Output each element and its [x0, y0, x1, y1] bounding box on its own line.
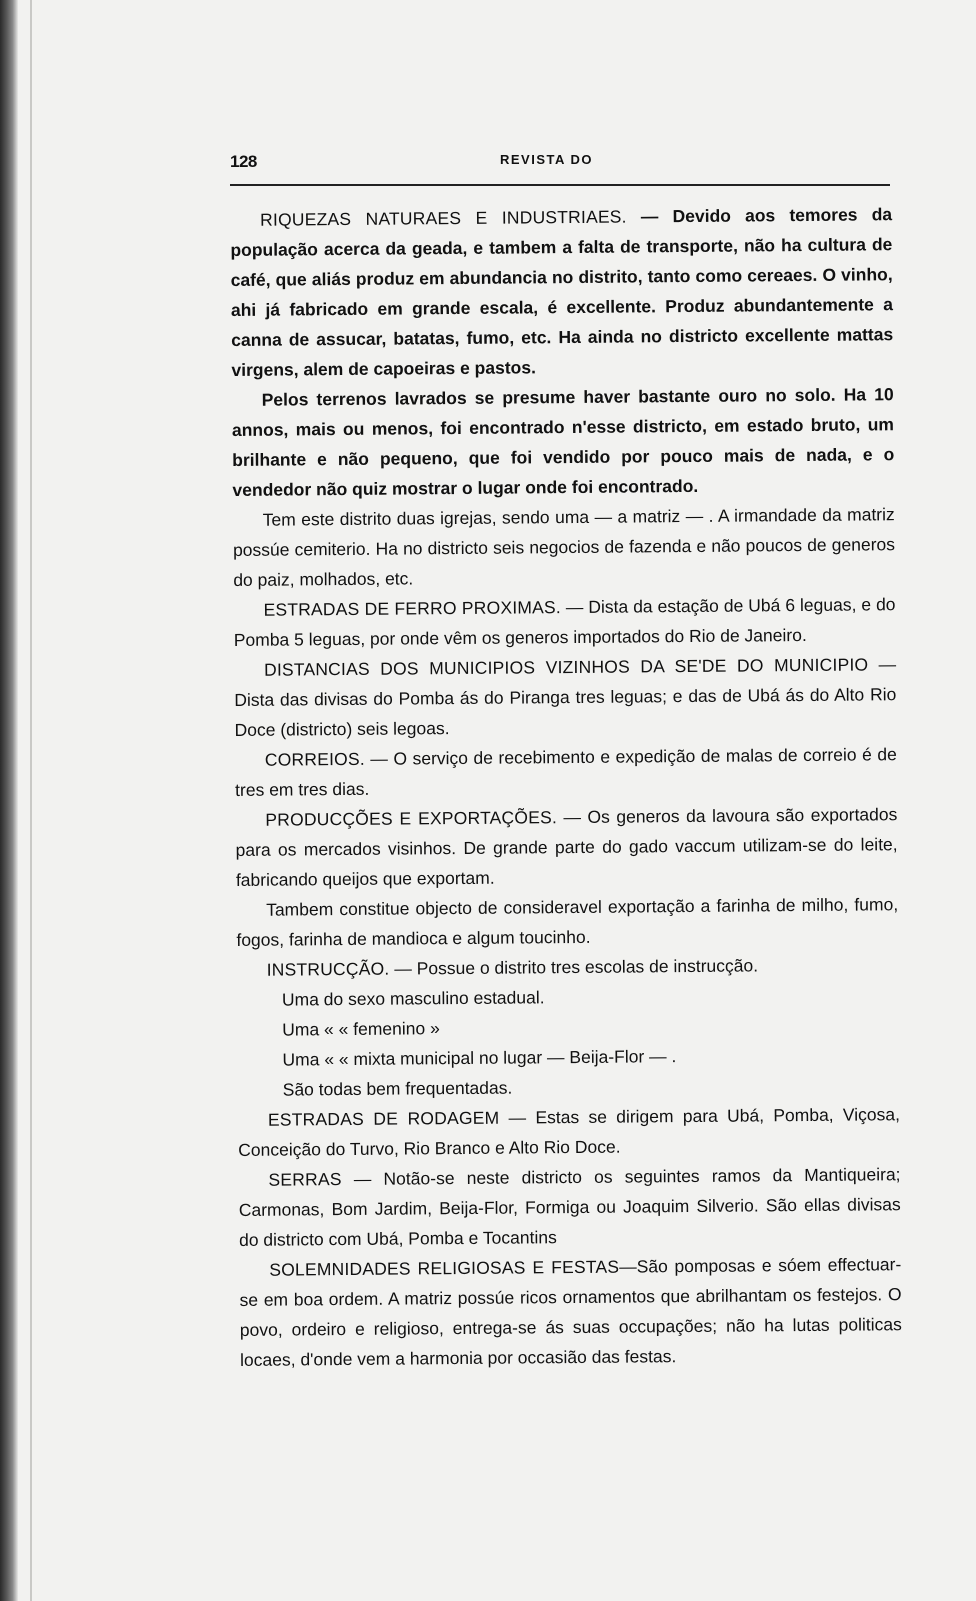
- paragraph-producoes: [235, 799, 898, 895]
- section-heading: ESTRADAS DE FERRO PROXIMAS.: [263, 597, 561, 620]
- paragraph-solemnidades: [239, 1249, 902, 1375]
- paragraph-text: — Devido aos temores da população acerca da geada, e tambem a falta de transporte, não ha cultura de café, que aliás produz em abundancia no distrito, tanto como cereaes. O vinho, ahi já fabricado em grande escala, é excellente. Produz abundantemente a canna de assucar, batatas, fumo, etc. Ha ainda no districto excellente mattas virgens, alem de capoeiras e pastos.: [230, 204, 894, 380]
- page-header: [230, 150, 890, 186]
- paragraph-text: — O serviço de recebimento e expedição de malas de correio é de tres em tres dias.: [235, 744, 897, 800]
- paragraph-ouro: [232, 379, 895, 505]
- paragraph-estradas-rodagem: [238, 1099, 900, 1165]
- paragraph-text: — Dista da estação de Ubá 6 leguas, e do Pomba 5 leguas, por onde vêm os generos importados do Rio de Janeiro.: [233, 594, 896, 650]
- section-heading: RIQUEZAS NATURAES E INDUSTRIAES.: [260, 206, 627, 230]
- school-line: Uma do sexo masculino estadual.: [281, 987, 545, 1010]
- paragraph-text: — Dista das divisas do Pomba ás do Piranga tres leguas; e das de Ubá ás do Alto Rio Doce (districto) seis legoas.: [234, 654, 897, 740]
- paragraph-text: — Os generos da lavoura são exportados para os mercados visinhos. De grande parte do gado vaccum utilizam-se do leite, fabricando queijos que exportam.: [235, 804, 898, 890]
- paragraph-text: —São pomposas e sóem effectuar-se em boa ordem. A matriz possúe ricos ornamentos que abrilhantam os festejos. O povo, ordeiro e religioso, entrega-se ás suas occupações; não ha lutas politicas locaes, d'onde vem a harmonia por occasião das festas.: [239, 1254, 902, 1370]
- paragraph-exportacao: [236, 889, 898, 955]
- paragraph-text: Tambem constitue objecto de consideravel exportação a farinha de milho, fumo, fogos, farinha de mandioca e algum toucinho.: [236, 894, 899, 950]
- paragraph-serras: [238, 1159, 901, 1255]
- section-heading: DISTANCIAS DOS MUNICIPIOS VIZINHOS DA SE'DE DO MUNICIPIO: [263, 654, 869, 680]
- running-head: REVISTA DO: [500, 152, 594, 167]
- school-line: Uma « « mixta municipal no lugar — Beija-Flor — .: [282, 1046, 677, 1070]
- section-heading: SOLEMNIDADES RELIGIOSAS E FESTAS: [269, 1256, 620, 1280]
- paragraph-igrejas: [233, 499, 896, 595]
- paragraph-text: — Possue o distrito tres escolas de instrucção.: [389, 955, 759, 979]
- section-heading: ESTRADAS DE RODAGEM: [267, 1107, 500, 1130]
- school-line: São todas bem frequentadas.: [282, 1077, 513, 1100]
- section-heading: INSTRUCÇÃO.: [266, 958, 390, 980]
- school-line: Uma « « femenino »: [282, 1018, 440, 1040]
- book-spine-shadow: [0, 0, 18, 1601]
- page-body: [230, 199, 902, 1375]
- paragraph-correios: [235, 739, 897, 805]
- section-heading: CORREIOS.: [264, 748, 365, 770]
- section-heading: SERRAS: [268, 1169, 342, 1190]
- section-heading: PRODUCÇÕES E EXPORTAÇÕES.: [265, 807, 558, 830]
- paragraph-text: Pelos terrenos lavrados se presume haver bastante ouro no solo. Ha 10 annos, mais ou menos, foi encontrado n'esse districto, em estado bruto, um brilhante e não pequeno, que foi vendido por pouco mais de nada, e o vendedor não quiz mostrar o lugar onde foi encontrado.: [231, 384, 895, 500]
- paragraph-estradas-ferro: [233, 589, 895, 655]
- page-edge-line: [30, 0, 32, 1601]
- paragraph-text: — Notão-se neste districto os seguintes ramos da Mantiqueira; Carmonas, Bom Jardim, Beija-Flor, Formiga ou Joaquim Silverio. São ellas divisas do districto com Ubá, Pomba e Tocantins: [238, 1164, 901, 1250]
- paragraph-text: — Estas se dirigem para Ubá, Pomba, Viçosa, Conceição do Turvo, Rio Branco e Alto Rio Doce.: [238, 1104, 901, 1160]
- paragraph-riquezas: [230, 199, 894, 385]
- page-number: 128: [230, 152, 257, 171]
- paragraph-distancias: [234, 649, 897, 745]
- paragraph-text: Tem este distrito duas igrejas, sendo uma — a matriz — . A irmandade da matriz possúe cemiterio. Ha no districto seis negocios de fazenda e não poucos de generos do paiz, molhados, etc.: [232, 504, 896, 590]
